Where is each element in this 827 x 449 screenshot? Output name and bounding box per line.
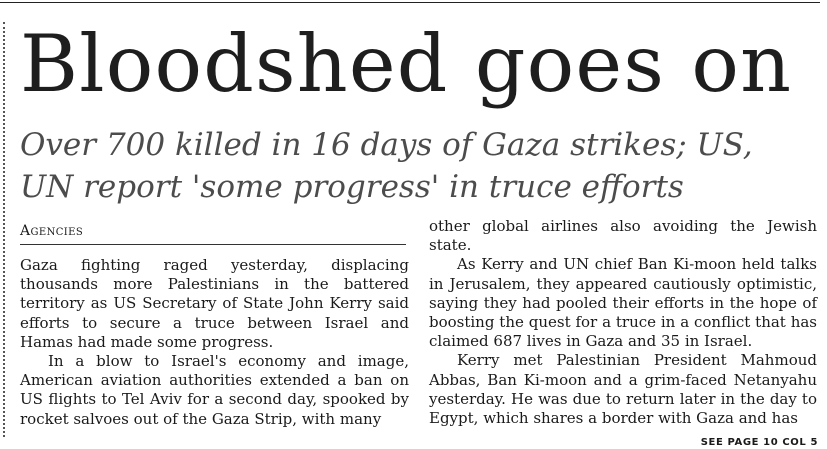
headline: Bloodshed goes on <box>20 18 793 110</box>
column-dotted-rule <box>3 22 5 437</box>
paragraph-1: Gaza fighting raged yesterday, displacing thousands more Palestinians in the battered territory as US Secretary of State John Kerry said efforts to secure a truce between Israel and Hamas had made some progress. <box>20 256 409 351</box>
continued-on-page-jump: SEE PAGE 10 COL 5 <box>700 437 818 448</box>
paragraph-2: In a blow to Israel's economy and image, American aviation authorities extended a ban on US flights to Tel Aviv for a second day, spooked by rocket salvoes out of the Gaza Strip, with many <box>20 352 409 428</box>
paragraph-3: As Kerry and UN chief Ban Ki-moon held talks in Jerusalem, they appeared cautiously optimistic, saying they had pooled their efforts in the hope of boosting the quest for a truce in a conflict that has claimed 687 lives in Gaza and 35 in Israel. <box>429 255 817 351</box>
subheadline: Over 700 killed in 16 days of Gaza strikes; US, UN report 'some progress' in truce efforts <box>20 127 753 205</box>
article-column-2 <box>429 217 817 428</box>
top-rule <box>0 2 820 3</box>
article-column-1 <box>20 256 409 429</box>
paragraph-4: Kerry met Palestinian President Mahmoud Abbas, Ban Ki-moon and a grim-faced Netanyahu yesterday. He was due to return later in the day to Egypt, which shares a border with Gaza and has <box>429 351 817 428</box>
paragraph-2-continued: other global airlines also avoiding the Jewish state. <box>429 217 817 255</box>
byline: Agencies <box>20 223 84 239</box>
byline-rule <box>20 244 406 245</box>
